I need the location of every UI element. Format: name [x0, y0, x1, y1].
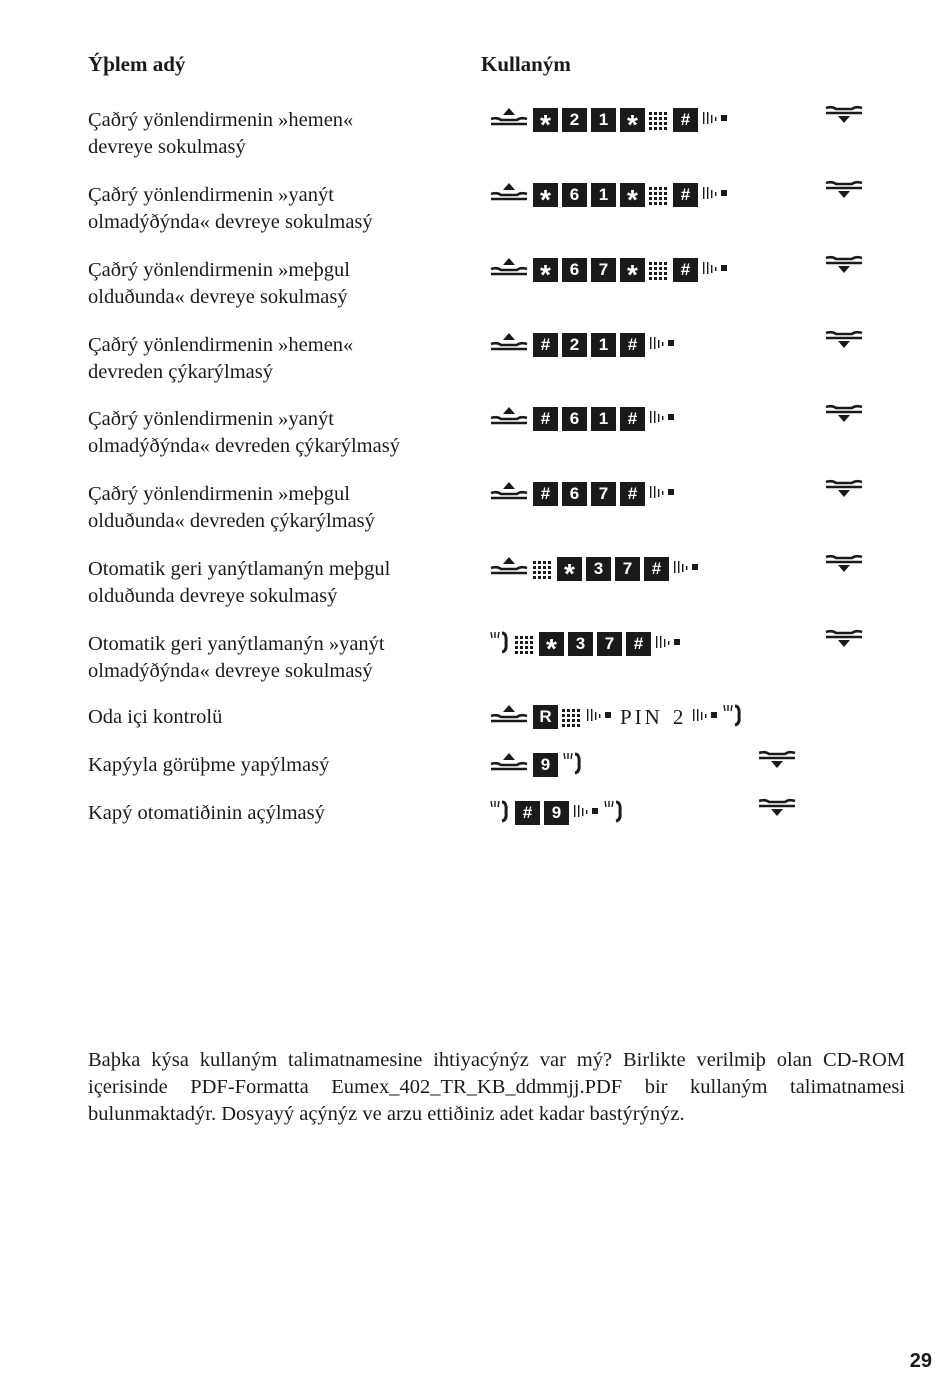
description-line: Otomatik geri yanýtlamanýn »yanýt [88, 633, 385, 655]
description-line: Otomatik geri yanýtlamanýn meþgul [88, 558, 391, 580]
page-number: 29 [909, 1350, 932, 1372]
key-6: 6 [562, 407, 587, 431]
key-7: 7 [615, 557, 640, 581]
hang-up-icon [824, 328, 864, 350]
key-star: * [620, 258, 645, 282]
lift-handset-icon [489, 480, 529, 509]
lift-handset-icon [489, 405, 529, 434]
key-star: * [620, 108, 645, 132]
key-hash: # [533, 407, 558, 431]
keypad-icon [533, 559, 553, 579]
key-sequence [489, 556, 703, 589]
confirmation-tone-icon [702, 183, 730, 208]
operation-description [88, 631, 468, 685]
lift-handset-icon [489, 181, 529, 210]
hang-up-icon [824, 402, 864, 424]
description-line: Çaðrý yönlendirmenin »meþgul [88, 483, 350, 505]
key-1: 1 [591, 108, 616, 132]
description-line: olmadýðýnda« devreden çýkarýlmasý [88, 435, 400, 457]
hang-up-icon [824, 253, 864, 275]
hang-up-icon [824, 178, 864, 200]
description-line: Çaðrý yönlendirmenin »hemen« [88, 334, 354, 356]
description-line: Çaðrý yönlendirmenin »yanýt [88, 184, 334, 206]
key-hash: # [533, 482, 558, 506]
confirmation-tone-icon [673, 557, 701, 582]
key-sequence [489, 257, 732, 290]
description-line: olduðunda« devreden çýkarýlmasý [88, 510, 375, 532]
keypad-icon [649, 260, 669, 280]
operation-description [88, 332, 468, 386]
key-star: * [533, 108, 558, 132]
key-9: 9 [533, 753, 558, 777]
description-line: olmadýðýnda« devreye sokulmasý [88, 211, 373, 233]
column-header-usage: Kullaným [481, 52, 571, 76]
pin-label: PIN [620, 704, 663, 729]
key-star: * [620, 183, 645, 207]
key-7: 7 [591, 482, 616, 506]
key-hash: # [673, 183, 698, 207]
key-9: 9 [544, 801, 569, 825]
key-3: 3 [568, 632, 593, 656]
pin-value: 2 [672, 704, 687, 729]
key-sequence [489, 481, 679, 507]
operation-description [88, 257, 468, 311]
key-hash: # [620, 333, 645, 357]
description-line: Çaðrý yönlendirmenin »meþgul [88, 259, 350, 281]
key-6: 6 [562, 183, 587, 207]
operation-description [88, 752, 468, 779]
confirmation-tone-icon [649, 482, 677, 507]
key-hash: # [644, 557, 669, 581]
hang-up-icon [824, 103, 864, 125]
key-hash: # [533, 333, 558, 357]
key-sequence [489, 406, 679, 432]
key-2: 2 [562, 108, 587, 132]
key-hash: # [620, 482, 645, 506]
lift-handset-icon [489, 555, 529, 584]
hang-up-icon [824, 477, 864, 499]
key-hash: # [515, 801, 540, 825]
lift-handset-icon [489, 331, 529, 360]
key-3: 3 [586, 557, 611, 581]
key-star: * [533, 183, 558, 207]
hang-up-icon [757, 748, 797, 770]
key-star: * [557, 557, 582, 581]
description-line: olduðunda devreye sokulmasý [88, 585, 338, 607]
lift-handset-icon [489, 703, 529, 732]
operation-description [88, 800, 468, 827]
description-line: Çaðrý yönlendirmenin »hemen« [88, 109, 354, 131]
operation-description [88, 406, 468, 460]
key-star: * [539, 632, 564, 656]
key-sequence [489, 107, 732, 140]
hang-up-icon [824, 552, 864, 574]
key-sequence [489, 631, 685, 664]
description-line: Oda içi kontrolü [88, 706, 223, 728]
description-line: devreye sokulmasý [88, 136, 246, 158]
ringing-icon [489, 629, 511, 660]
hang-up-icon [757, 796, 797, 818]
ringing-icon [562, 750, 584, 781]
description-line: devreden çýkarýlmasý [88, 361, 273, 383]
key-6: 6 [562, 482, 587, 506]
hang-up-icon [824, 627, 864, 649]
operation-description [88, 182, 468, 236]
lift-handset-icon [489, 751, 529, 780]
keypad-icon [649, 110, 669, 130]
key-1: 1 [591, 407, 616, 431]
confirmation-tone-icon [586, 705, 614, 730]
lift-handset-icon [489, 256, 529, 285]
confirmation-tone-icon [649, 407, 677, 432]
column-header-operation: Ýþlem adý [88, 52, 186, 76]
ringing-icon [722, 702, 744, 733]
description-line: Kapý otomatiðinin açýlmasý [88, 802, 325, 824]
key-sequence [489, 182, 732, 215]
operation-description [88, 481, 468, 535]
key-hash: # [626, 632, 651, 656]
key-r: R [533, 705, 558, 729]
key-2: 2 [562, 333, 587, 357]
key-hash: # [620, 407, 645, 431]
confirmation-tone-icon [702, 108, 730, 133]
key-1: 1 [591, 333, 616, 357]
confirmation-tone-icon [655, 632, 683, 657]
operation-description [88, 556, 468, 610]
description-line: olmadýðýnda« devreye sokulmasý [88, 660, 373, 682]
description-line: Çaðrý yönlendirmenin »yanýt [88, 408, 334, 430]
key-sequence [489, 752, 588, 778]
confirmation-tone-icon [573, 801, 601, 826]
description-line: Kapýyla görüþme yapýlmasý [88, 754, 330, 776]
key-hash: # [673, 108, 698, 132]
key-sequence [489, 332, 679, 358]
confirmation-tone-icon [649, 333, 677, 358]
key-sequence [489, 800, 629, 826]
key-7: 7 [597, 632, 622, 656]
keypad-icon [562, 707, 582, 727]
key-sequence [489, 704, 748, 730]
key-star: * [533, 258, 558, 282]
operation-description [88, 704, 468, 731]
key-7: 7 [591, 258, 616, 282]
lift-handset-icon [489, 106, 529, 135]
confirmation-tone-icon [702, 258, 730, 283]
description-line: olduðunda« devreye sokulmasý [88, 286, 348, 308]
ringing-icon [603, 798, 625, 829]
keypad-icon [649, 185, 669, 205]
operation-description [88, 107, 468, 161]
footer-note: Baþka kýsa kullaným talimatnamesine ihtiyacýnýz var mý? Birlikte verilmiþ olan CD-ROM içerisinde PDF-Formatta Eumex_402_TR_KB_ddmmjj.PDF bir kullaným talimatnamesi bulunmaktadýr. Dosyayý açýnýz ve arzu ettiðiniz adet kadar bastýrýnýz. [88, 1049, 905, 1125]
ringing-icon [489, 798, 511, 829]
key-1: 1 [591, 183, 616, 207]
keypad-icon [515, 634, 535, 654]
key-hash: # [673, 258, 698, 282]
key-6: 6 [562, 258, 587, 282]
confirmation-tone-icon [692, 705, 720, 730]
